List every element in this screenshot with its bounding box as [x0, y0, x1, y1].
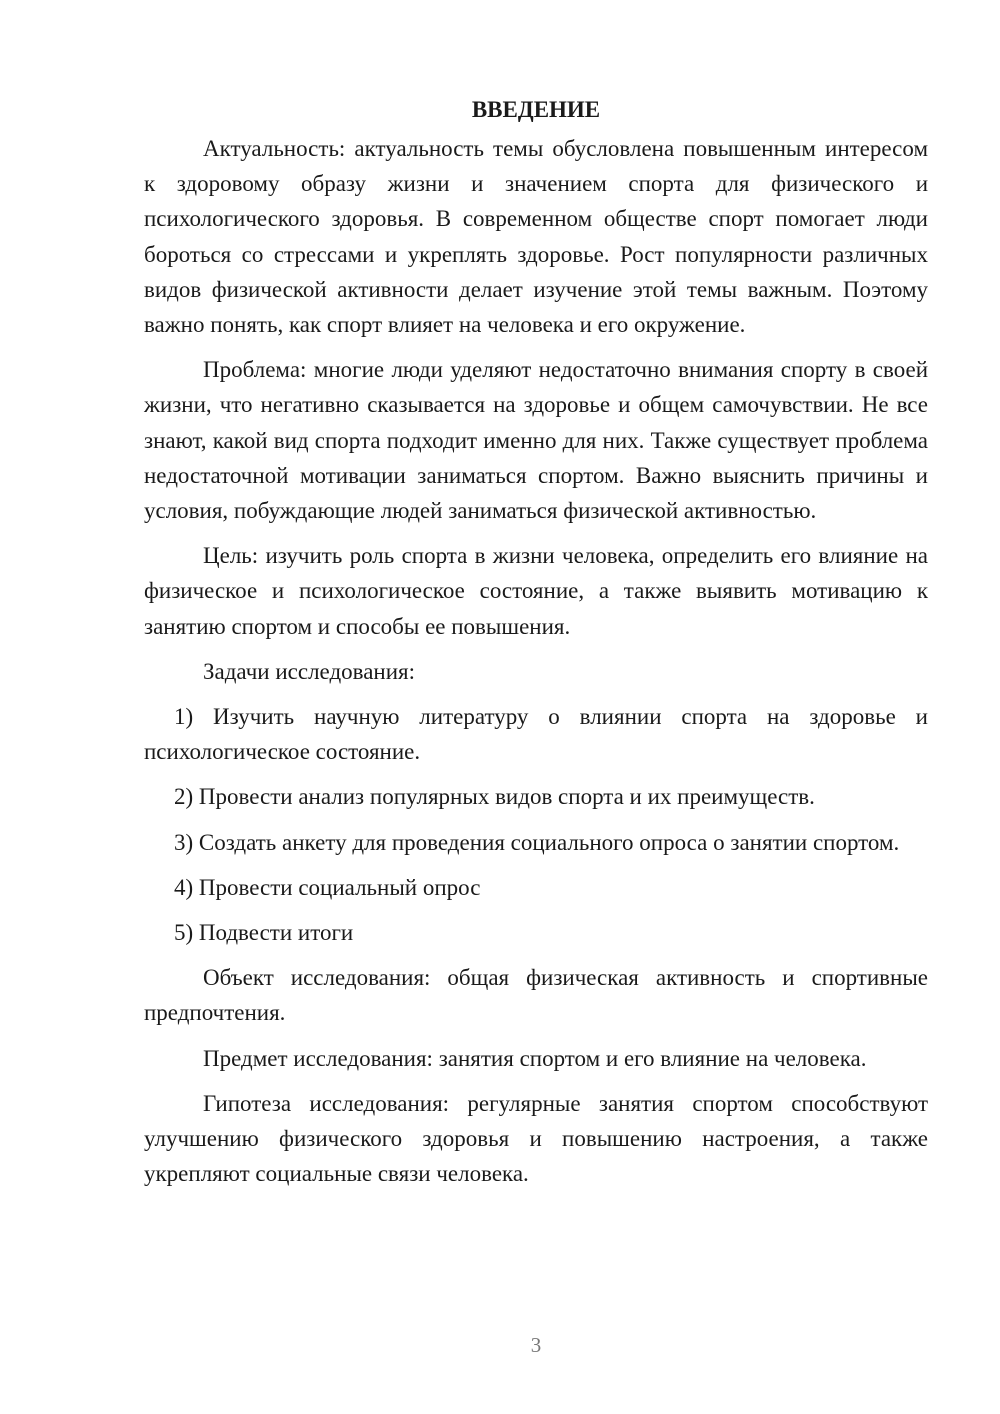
task-item-4: 4) Провести социальный опрос — [174, 874, 481, 900]
page-title: ВВЕДЕНИЕ — [471, 97, 601, 122]
document-page — [144, 92, 928, 1201]
task-item-1: 1) Изучить научную литературу о влиянии спорта на здоровье и психологическое состояние. — [144, 704, 928, 765]
page-number: 3 — [530, 1333, 542, 1357]
paragraph-object: Объект исследования: общая физическая активность и спортивные предпочтения. — [144, 965, 928, 1026]
tasks-heading: Задачи исследования: — [203, 658, 416, 684]
paragraph-relevance: Актуальность: актуальность темы обусловлена повышенным интересом к здоровому образу жизни и значением спорта для физического и психологического здоровья. В современном обществе спорт помогает люди бороться со стрессами и укреплять здоровье. Рост популярности различных видов физической активности делает изучение этой темы важным. Поэтому важно понять, как спорт влияет на человека и его окружение. — [144, 136, 928, 338]
paragraph-subject: Предмет исследования: занятия спортом и его влияние на человека. — [203, 1045, 867, 1071]
paragraph-hypothesis: Гипотеза исследования: регулярные занятия спортом способствуют улучшению физического здоровья и повышению настроения, а также укрепляют социальные связи человека. — [144, 1090, 928, 1187]
task-item-2: 2) Провести анализ популярных видов спорта и их преимуществ. — [174, 784, 815, 810]
task-item-3: 3) Создать анкету для проведения социального опроса о занятии спортом. — [174, 829, 900, 855]
paragraph-problem: Проблема: многие люди уделяют недостаточно внимания спорту в своей жизни, что негативно сказывается на здоровье и общем самочувствии. Не все знают, какой вид спорта подходит именно для них. Также существует проблема недостаточной мотивации заниматься спортом. Важно выяснить причины и условия, побуждающие людей заниматься физической активностью. — [144, 357, 928, 524]
paragraph-goal: Цель: изучить роль спорта в жизни человека, определить его влияние на физическое и психологическое состояние, а также выявить мотивацию к занятию спортом и способы ее повышения. — [144, 543, 928, 639]
task-item-5: 5) Подвести итоги — [174, 920, 354, 946]
